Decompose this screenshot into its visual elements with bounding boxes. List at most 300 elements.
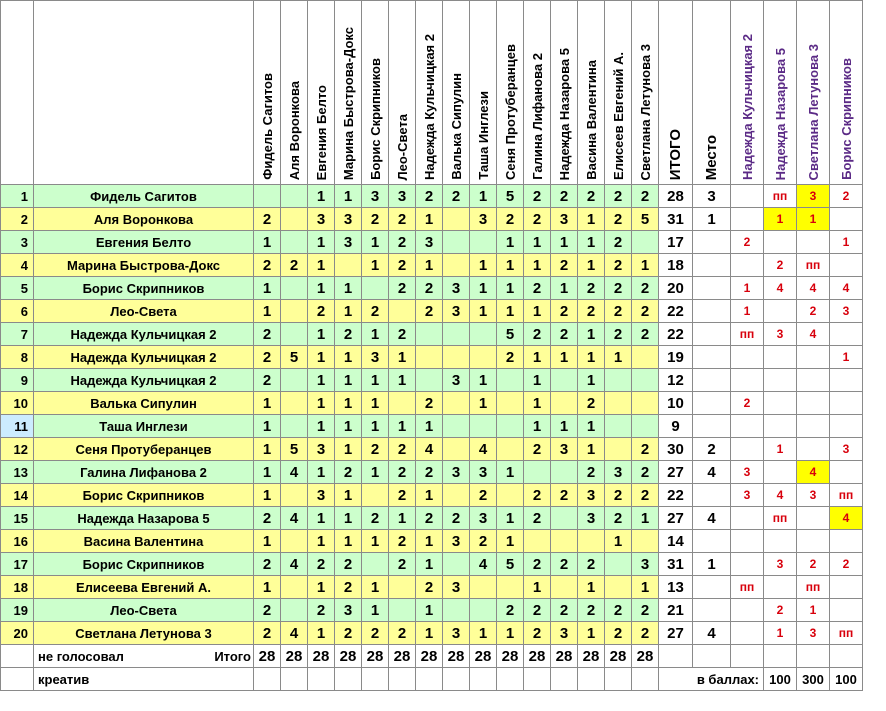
legend-not-voted: не голосовал xyxy=(38,648,124,664)
vote-cell xyxy=(497,576,524,599)
vote-cell: 2 xyxy=(416,576,443,599)
vote-cell: 1 xyxy=(335,415,362,438)
participant-name: Валька Сипулин xyxy=(34,392,254,415)
total-cell: 9 xyxy=(659,415,693,438)
vote-cell: 2 xyxy=(605,277,632,300)
place-cell: 1 xyxy=(693,208,731,231)
table-row xyxy=(1,323,863,346)
vote-cell: 1 xyxy=(335,300,362,323)
vote-cell: 1 xyxy=(551,277,578,300)
vote-cell: 1 xyxy=(335,484,362,507)
total-cell: 27 xyxy=(659,461,693,484)
vote-cell: 2 xyxy=(308,553,335,576)
table-row xyxy=(1,254,863,277)
table-row xyxy=(1,553,863,576)
vote-cell: 1 xyxy=(416,599,443,622)
vote-cell: 1 xyxy=(524,392,551,415)
vote-cell xyxy=(551,369,578,392)
total-cell: 28 xyxy=(659,185,693,208)
extra-score-cell: 3 xyxy=(797,185,830,208)
vote-cell: 2 xyxy=(416,392,443,415)
vote-cell: 1 xyxy=(524,254,551,277)
row-number: 1 xyxy=(1,185,34,208)
empty-cell xyxy=(693,645,731,668)
place-cell xyxy=(693,300,731,323)
vote-cell: 2 xyxy=(605,208,632,231)
vote-cell: 2 xyxy=(632,185,659,208)
vote-cell: 1 xyxy=(497,254,524,277)
points-label: в баллах: xyxy=(659,668,764,691)
vote-cell xyxy=(470,415,497,438)
extra-column-header-label: Борис Скрипников xyxy=(838,58,854,180)
row-number: 3 xyxy=(1,231,34,254)
extra-score-cell xyxy=(764,300,797,323)
empty-cell xyxy=(551,668,578,691)
vote-cell: 2 xyxy=(335,323,362,346)
column-header xyxy=(308,1,335,185)
vote-cell: 1 xyxy=(524,346,551,369)
vote-cell: 3 xyxy=(443,576,470,599)
total-cell: 21 xyxy=(659,599,693,622)
total-cell: 27 xyxy=(659,507,693,530)
total-header-label: ИТОГО xyxy=(667,128,684,180)
extra-score-cell: 3 xyxy=(797,484,830,507)
vote-cell: 1 xyxy=(497,530,524,553)
vote-cell xyxy=(281,484,308,507)
vote-cell: 1 xyxy=(254,277,281,300)
vote-cell: 2 xyxy=(416,507,443,530)
vote-cell xyxy=(605,392,632,415)
vote-cell: 1 xyxy=(308,415,335,438)
vote-cell: 1 xyxy=(605,346,632,369)
extra-score-cell: 3 xyxy=(830,300,863,323)
column-header-label: Елисеев Евгений А. xyxy=(610,52,626,180)
vote-cell: 4 xyxy=(416,438,443,461)
vote-cell: 1 xyxy=(578,438,605,461)
extra-score-cell: пп xyxy=(830,484,863,507)
vote-cell: 1 xyxy=(470,300,497,323)
vote-cell: 1 xyxy=(389,415,416,438)
place-cell: 1 xyxy=(693,553,731,576)
table-row xyxy=(1,369,863,392)
extra-score-cell: 3 xyxy=(731,461,764,484)
vote-cell: 1 xyxy=(335,392,362,415)
vote-cell xyxy=(416,323,443,346)
vote-cell: 1 xyxy=(254,392,281,415)
column-total: 28 xyxy=(578,645,605,668)
table-row xyxy=(1,415,863,438)
vote-cell xyxy=(524,530,551,553)
extra-score-cell xyxy=(797,530,830,553)
vote-cell: 2 xyxy=(254,346,281,369)
row-number: 10 xyxy=(1,392,34,415)
place-cell xyxy=(693,599,731,622)
participant-name: Борис Скрипников xyxy=(34,277,254,300)
vote-cell: 4 xyxy=(470,553,497,576)
vote-cell: 2 xyxy=(416,277,443,300)
vote-cell: 5 xyxy=(497,185,524,208)
empty-cell xyxy=(524,668,551,691)
extra-score-cell xyxy=(764,576,797,599)
participant-name: Лео-Света xyxy=(34,599,254,622)
column-header-label: Надежда Назарова 5 xyxy=(556,47,572,180)
total-cell: 20 xyxy=(659,277,693,300)
vote-cell: 2 xyxy=(551,185,578,208)
vote-cell: 1 xyxy=(551,231,578,254)
vote-cell: 1 xyxy=(416,254,443,277)
extra-score-cell: 4 xyxy=(764,484,797,507)
participant-name: Надежда Кульчицкая 2 xyxy=(34,369,254,392)
vote-cell: 5 xyxy=(632,208,659,231)
extra-score-cell xyxy=(830,254,863,277)
column-header xyxy=(632,1,659,185)
vote-cell xyxy=(497,484,524,507)
place-cell xyxy=(693,277,731,300)
extra-score-cell: 3 xyxy=(764,323,797,346)
column-header xyxy=(524,1,551,185)
vote-cell: 1 xyxy=(470,254,497,277)
extra-score-cell xyxy=(797,369,830,392)
place-cell xyxy=(693,323,731,346)
column-total: 28 xyxy=(308,645,335,668)
extra-score-cell: 2 xyxy=(797,300,830,323)
column-header-label: Васина Валентина xyxy=(583,60,599,180)
vote-cell: 1 xyxy=(362,369,389,392)
vote-cell: 1 xyxy=(389,507,416,530)
extra-column-header xyxy=(764,1,797,185)
vote-cell: 3 xyxy=(551,622,578,645)
vote-cell: 3 xyxy=(389,185,416,208)
vote-cell: 1 xyxy=(578,622,605,645)
place-cell xyxy=(693,530,731,553)
vote-cell xyxy=(389,576,416,599)
vote-cell xyxy=(497,438,524,461)
table-row xyxy=(1,185,863,208)
column-header-label: Евгения Белто xyxy=(313,84,329,180)
participant-name: Сеня Протуберанцев xyxy=(34,438,254,461)
empty-cell xyxy=(416,668,443,691)
vote-cell: 2 xyxy=(524,484,551,507)
column-header-label: Таша Инглези xyxy=(475,91,491,180)
empty-cell xyxy=(659,645,693,668)
vote-cell: 2 xyxy=(416,461,443,484)
total-cell: 22 xyxy=(659,323,693,346)
table-row xyxy=(1,576,863,599)
extra-score-cell: 1 xyxy=(797,208,830,231)
vote-cell xyxy=(632,369,659,392)
vote-cell: 1 xyxy=(632,507,659,530)
row-number: 6 xyxy=(1,300,34,323)
vote-cell: 1 xyxy=(308,231,335,254)
vote-cell: 1 xyxy=(524,415,551,438)
participant-name: Фидель Сагитов xyxy=(34,185,254,208)
itogo-label: Итого xyxy=(214,648,251,664)
total-cell: 30 xyxy=(659,438,693,461)
column-header-label: Сеня Протуберанцев xyxy=(502,44,518,180)
vote-cell xyxy=(605,369,632,392)
participant-name: Лео-Света xyxy=(34,300,254,323)
place-cell xyxy=(693,254,731,277)
total-cell: 12 xyxy=(659,369,693,392)
vote-cell: 3 xyxy=(308,438,335,461)
empty-cell xyxy=(335,668,362,691)
vote-cell xyxy=(524,461,551,484)
column-header xyxy=(254,1,281,185)
extra-score-cell xyxy=(830,576,863,599)
column-total: 28 xyxy=(524,645,551,668)
vote-cell: 3 xyxy=(335,208,362,231)
vote-cell: 3 xyxy=(335,599,362,622)
vote-cell xyxy=(470,599,497,622)
extra-score-cell xyxy=(764,392,797,415)
vote-cell: 2 xyxy=(389,254,416,277)
extra-score-cell xyxy=(731,208,764,231)
extra-score-cell: 2 xyxy=(830,185,863,208)
vote-cell: 1 xyxy=(578,254,605,277)
vote-cell: 3 xyxy=(443,277,470,300)
vote-cell xyxy=(632,530,659,553)
vote-cell: 1 xyxy=(362,599,389,622)
vote-cell: 2 xyxy=(389,484,416,507)
row-number: 4 xyxy=(1,254,34,277)
place-header xyxy=(693,1,731,185)
vote-cell xyxy=(254,185,281,208)
vote-cell: 1 xyxy=(308,323,335,346)
vote-cell: 1 xyxy=(362,415,389,438)
vote-cell: 1 xyxy=(335,530,362,553)
vote-cell xyxy=(605,438,632,461)
extra-score-cell: пп xyxy=(764,185,797,208)
row-number: 11 xyxy=(1,415,34,438)
vote-cell: 1 xyxy=(578,346,605,369)
extra-score-cell xyxy=(797,346,830,369)
vote-cell: 2 xyxy=(605,231,632,254)
vote-cell: 2 xyxy=(497,346,524,369)
column-header-label: Валька Сипулин xyxy=(448,73,464,180)
vote-cell: 4 xyxy=(281,622,308,645)
vote-cell: 1 xyxy=(416,484,443,507)
vote-cell xyxy=(605,553,632,576)
vote-cell: 2 xyxy=(524,507,551,530)
vote-cell xyxy=(416,346,443,369)
vote-cell: 4 xyxy=(281,461,308,484)
vote-cell xyxy=(443,323,470,346)
empty-cell xyxy=(497,668,524,691)
vote-cell xyxy=(416,369,443,392)
extra-score-cell: 2 xyxy=(731,231,764,254)
vote-cell: 3 xyxy=(308,208,335,231)
extra-score-cell: 2 xyxy=(797,553,830,576)
vote-cell: 1 xyxy=(578,231,605,254)
vote-cell xyxy=(632,415,659,438)
vote-cell xyxy=(389,392,416,415)
vote-cell: 2 xyxy=(389,438,416,461)
vote-cell: 2 xyxy=(578,553,605,576)
vote-cell: 2 xyxy=(578,185,605,208)
vote-cell: 3 xyxy=(443,369,470,392)
vote-cell: 1 xyxy=(470,369,497,392)
vote-cell: 3 xyxy=(551,208,578,231)
table-row xyxy=(1,231,863,254)
row-number: 7 xyxy=(1,323,34,346)
empty-cell xyxy=(443,668,470,691)
vote-cell xyxy=(605,576,632,599)
footer-row-points xyxy=(1,668,863,691)
vote-cell xyxy=(443,599,470,622)
vote-cell xyxy=(551,461,578,484)
row-number: 2 xyxy=(1,208,34,231)
vote-cell: 2 xyxy=(389,323,416,346)
total-cell: 22 xyxy=(659,300,693,323)
vote-cell: 2 xyxy=(524,323,551,346)
total-cell: 14 xyxy=(659,530,693,553)
vote-cell xyxy=(389,300,416,323)
extra-score-cell xyxy=(830,415,863,438)
vote-cell: 2 xyxy=(389,208,416,231)
vote-cell: 1 xyxy=(389,369,416,392)
vote-cell: 1 xyxy=(416,622,443,645)
corner-cell xyxy=(1,1,34,185)
vote-cell: 2 xyxy=(578,277,605,300)
vote-cell: 2 xyxy=(254,622,281,645)
vote-cell xyxy=(389,599,416,622)
column-header-label: Лео-Света xyxy=(394,113,410,180)
row-number: 5 xyxy=(1,277,34,300)
vote-cell: 2 xyxy=(524,622,551,645)
vote-cell: 3 xyxy=(578,507,605,530)
vote-cell: 1 xyxy=(254,461,281,484)
extra-score-cell xyxy=(731,185,764,208)
vote-cell: 1 xyxy=(335,185,362,208)
vote-cell: 1 xyxy=(308,507,335,530)
row-number: 15 xyxy=(1,507,34,530)
extra-column-header-label: Надежда Кульчицкая 2 xyxy=(739,33,755,180)
vote-cell: 4 xyxy=(281,553,308,576)
vote-cell: 2 xyxy=(389,553,416,576)
vote-cell: 2 xyxy=(362,438,389,461)
vote-cell: 2 xyxy=(335,461,362,484)
vote-cell xyxy=(443,346,470,369)
table-row xyxy=(1,530,863,553)
total-cell: 27 xyxy=(659,622,693,645)
participant-name: Борис Скрипников xyxy=(34,484,254,507)
vote-cell: 2 xyxy=(632,300,659,323)
vote-cell: 2 xyxy=(254,323,281,346)
extra-score-cell xyxy=(764,415,797,438)
extra-score-cell: 3 xyxy=(731,484,764,507)
column-total: 28 xyxy=(605,645,632,668)
participant-name: Светлана Летунова 3 xyxy=(34,622,254,645)
column-header xyxy=(605,1,632,185)
place-cell: 3 xyxy=(693,185,731,208)
vote-cell: 5 xyxy=(497,553,524,576)
vote-cell: 2 xyxy=(632,599,659,622)
vote-cell: 2 xyxy=(443,507,470,530)
place-cell: 4 xyxy=(693,622,731,645)
vote-cell: 3 xyxy=(551,438,578,461)
vote-cell: 1 xyxy=(254,576,281,599)
vote-cell: 2 xyxy=(416,185,443,208)
vote-cell: 2 xyxy=(524,185,551,208)
vote-cell: 3 xyxy=(362,346,389,369)
vote-cell: 2 xyxy=(389,277,416,300)
column-header xyxy=(443,1,470,185)
column-total: 28 xyxy=(497,645,524,668)
row-number: 12 xyxy=(1,438,34,461)
extra-score-cell xyxy=(731,369,764,392)
vote-cell: 3 xyxy=(335,231,362,254)
participant-name: Таша Инглези xyxy=(34,415,254,438)
vote-cell: 3 xyxy=(632,553,659,576)
vote-cell: 3 xyxy=(308,484,335,507)
vote-cell xyxy=(281,599,308,622)
vote-cell: 2 xyxy=(605,323,632,346)
empty-cell xyxy=(605,668,632,691)
vote-cell: 2 xyxy=(632,323,659,346)
participant-name: Галина Лифанова 2 xyxy=(34,461,254,484)
column-header xyxy=(497,1,524,185)
vote-cell: 1 xyxy=(470,392,497,415)
extra-score-cell xyxy=(797,415,830,438)
extra-score-cell xyxy=(731,553,764,576)
extra-column-header-label: Светлана Летунова 3 xyxy=(805,43,821,180)
vote-cell xyxy=(443,484,470,507)
vote-cell: 5 xyxy=(497,323,524,346)
extra-score-cell: 3 xyxy=(830,438,863,461)
vote-cell: 2 xyxy=(551,254,578,277)
vote-cell: 1 xyxy=(578,208,605,231)
column-header xyxy=(362,1,389,185)
vote-cell xyxy=(281,530,308,553)
vote-cell: 1 xyxy=(335,346,362,369)
vote-cell xyxy=(497,415,524,438)
vote-cell xyxy=(443,553,470,576)
creative-swatch xyxy=(1,668,34,691)
vote-cell: 2 xyxy=(578,461,605,484)
vote-cell: 2 xyxy=(308,599,335,622)
column-header xyxy=(551,1,578,185)
vote-cell: 1 xyxy=(254,415,281,438)
vote-cell: 2 xyxy=(362,507,389,530)
vote-cell: 1 xyxy=(497,277,524,300)
vote-cell: 2 xyxy=(605,185,632,208)
extra-score-cell xyxy=(731,530,764,553)
vote-cell: 2 xyxy=(551,553,578,576)
column-total: 28 xyxy=(254,645,281,668)
table-row xyxy=(1,438,863,461)
vote-cell: 2 xyxy=(335,622,362,645)
vote-cell: 1 xyxy=(362,530,389,553)
vote-cell xyxy=(632,231,659,254)
vote-cell xyxy=(443,438,470,461)
points-value: 100 xyxy=(830,668,863,691)
total-cell: 31 xyxy=(659,208,693,231)
empty-cell xyxy=(362,668,389,691)
vote-cell: 2 xyxy=(578,300,605,323)
extra-score-cell: 2 xyxy=(731,392,764,415)
vote-cell: 3 xyxy=(578,484,605,507)
extra-score-cell xyxy=(764,530,797,553)
vote-cell: 2 xyxy=(632,277,659,300)
empty-cell xyxy=(830,645,863,668)
footer-row-totals xyxy=(1,645,863,668)
total-cell: 10 xyxy=(659,392,693,415)
place-cell xyxy=(693,576,731,599)
extra-score-cell: пп xyxy=(830,622,863,645)
vote-cell: 3 xyxy=(443,530,470,553)
column-total: 28 xyxy=(632,645,659,668)
vote-cell xyxy=(443,208,470,231)
